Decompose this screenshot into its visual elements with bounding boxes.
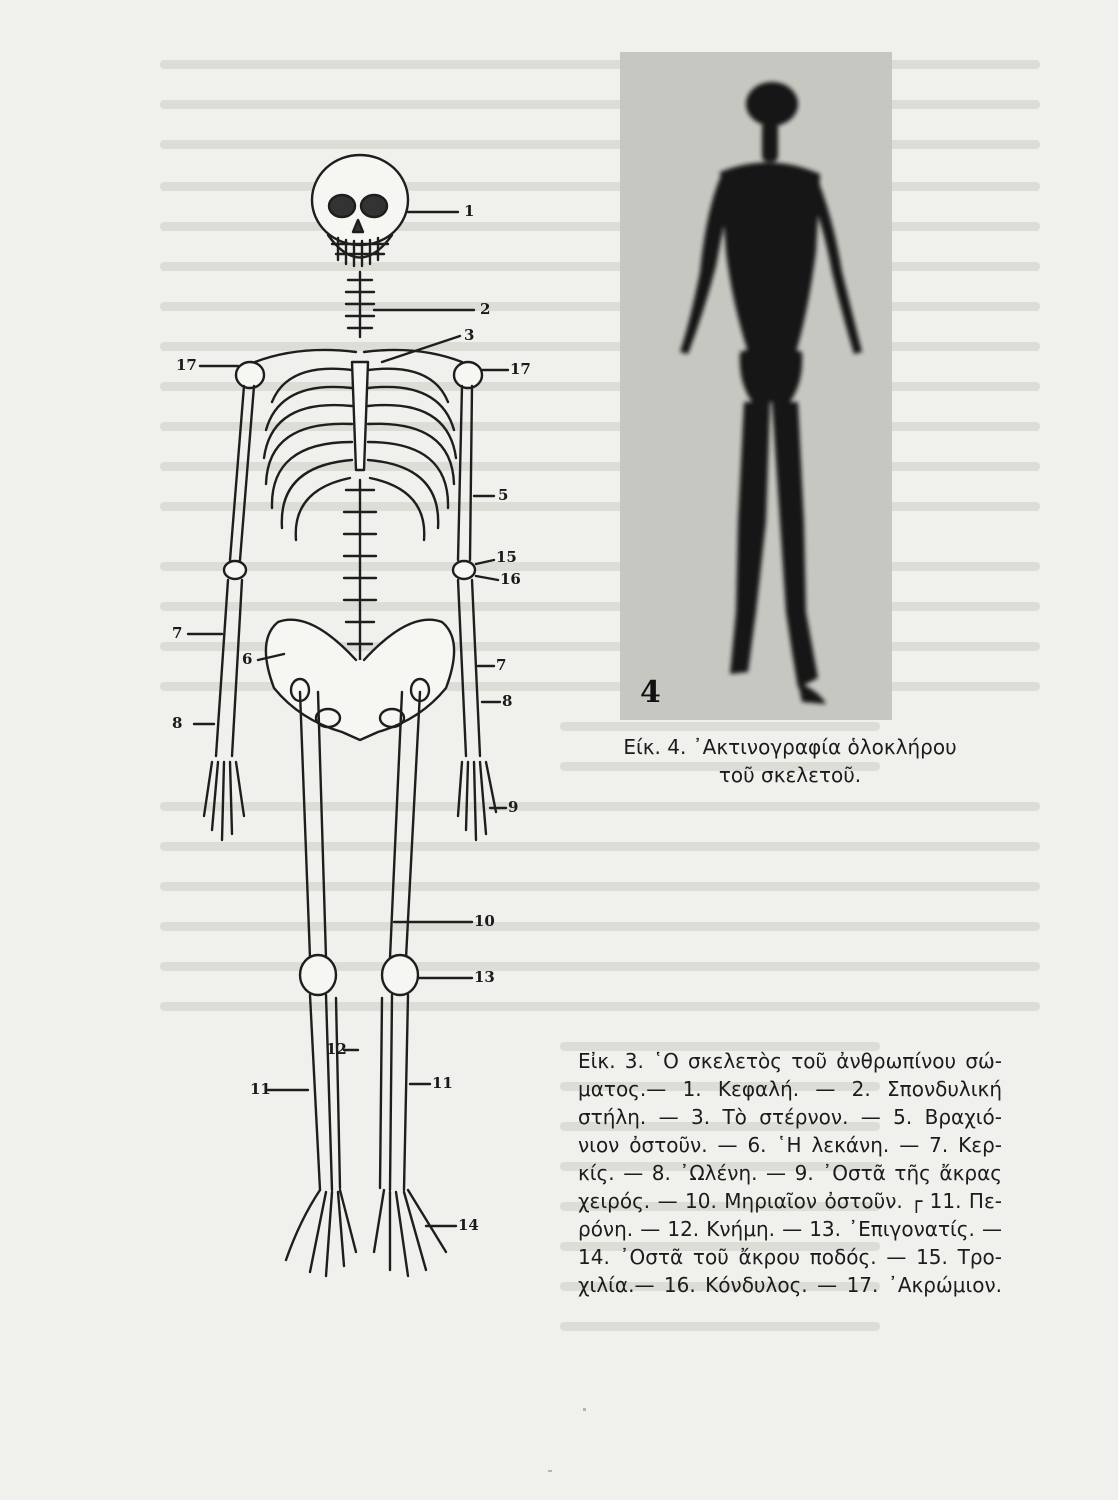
caption-line: τοῦ σκελετοῦ. (718, 763, 862, 787)
label-2: 2 (480, 300, 491, 318)
label-17-left: 17 (176, 356, 197, 374)
label-13: 13 (474, 968, 495, 986)
caption-line: Εἰκ. 3. ῾Ο σκελετὸς τοῦ ἀνθρωπίνου σώ- (578, 1049, 1002, 1073)
caption-line: ρόνη. — 12. Κνήμη. — 13. ᾿Επιγονατίς. — (578, 1217, 1002, 1241)
label-15: 15 (496, 548, 517, 566)
caption-line: Είκ. 4. ᾿Ακτινογραφία ὁλοκλήρου (623, 735, 957, 759)
caption-line: χειρός. — 10. Μηριαῖον ὀστοῦν. ┌ 11. Πε- (578, 1189, 1002, 1213)
bleed-through-line (560, 722, 880, 731)
label-8-left: 8 (172, 714, 183, 732)
figure-3-caption (578, 1047, 1002, 1299)
label-9: 9 (508, 798, 519, 816)
skeleton-illustration (160, 140, 540, 1350)
label-12: 12 (326, 1040, 347, 1058)
label-8-right: 8 (502, 692, 513, 710)
scan-speck (548, 1470, 552, 1472)
label-11-right: 11 (432, 1074, 453, 1092)
label-5: 5 (498, 486, 509, 504)
label-6: 6 (242, 650, 253, 668)
caption-line: στήλη. — 3. Τὸ στέρνον. — 5. Βραχιό- (578, 1105, 1002, 1129)
bleed-through-line (560, 1322, 880, 1331)
figure-4-caption (590, 733, 990, 789)
label-11-left: 11 (250, 1080, 271, 1098)
bleed-through-line (160, 100, 1040, 109)
panel-number: 4 (640, 675, 661, 710)
label-1: 1 (464, 202, 475, 220)
caption-line: χιλία.— 16. Κόνδυλος. — 17. ᾿Ακρώμιον. (578, 1273, 1002, 1297)
xray-photograph (620, 52, 892, 720)
label-14: 14 (458, 1216, 479, 1234)
caption-line: 14. ᾿Οστᾶ τοῦ ἄκρου ποδός. — 15. Τρο- (578, 1245, 1002, 1269)
label-3: 3 (464, 326, 475, 344)
label-7-right: 7 (496, 656, 507, 674)
label-16: 16 (500, 570, 521, 588)
xray-silhouette (620, 52, 892, 720)
caption-line: κίς. — 8. ᾿Ωλένη. — 9. ᾿Οστᾶ τῆς ἄκρας (578, 1161, 1002, 1185)
caption-line: νιον ὀστοῦν. — 6. ῾Η λεκάνη. — 7. Κερ- (578, 1133, 1002, 1157)
label-10: 10 (474, 912, 495, 930)
skeleton-drawing (160, 140, 540, 1350)
label-17-right: 17 (510, 360, 531, 378)
bleed-through-line (160, 60, 1040, 69)
label-7-left: 7 (172, 624, 183, 642)
caption-line: ματος.— 1. Κεφαλή. — 2. Σπονδυλική (578, 1077, 1002, 1101)
scan-speck (583, 1408, 586, 1411)
